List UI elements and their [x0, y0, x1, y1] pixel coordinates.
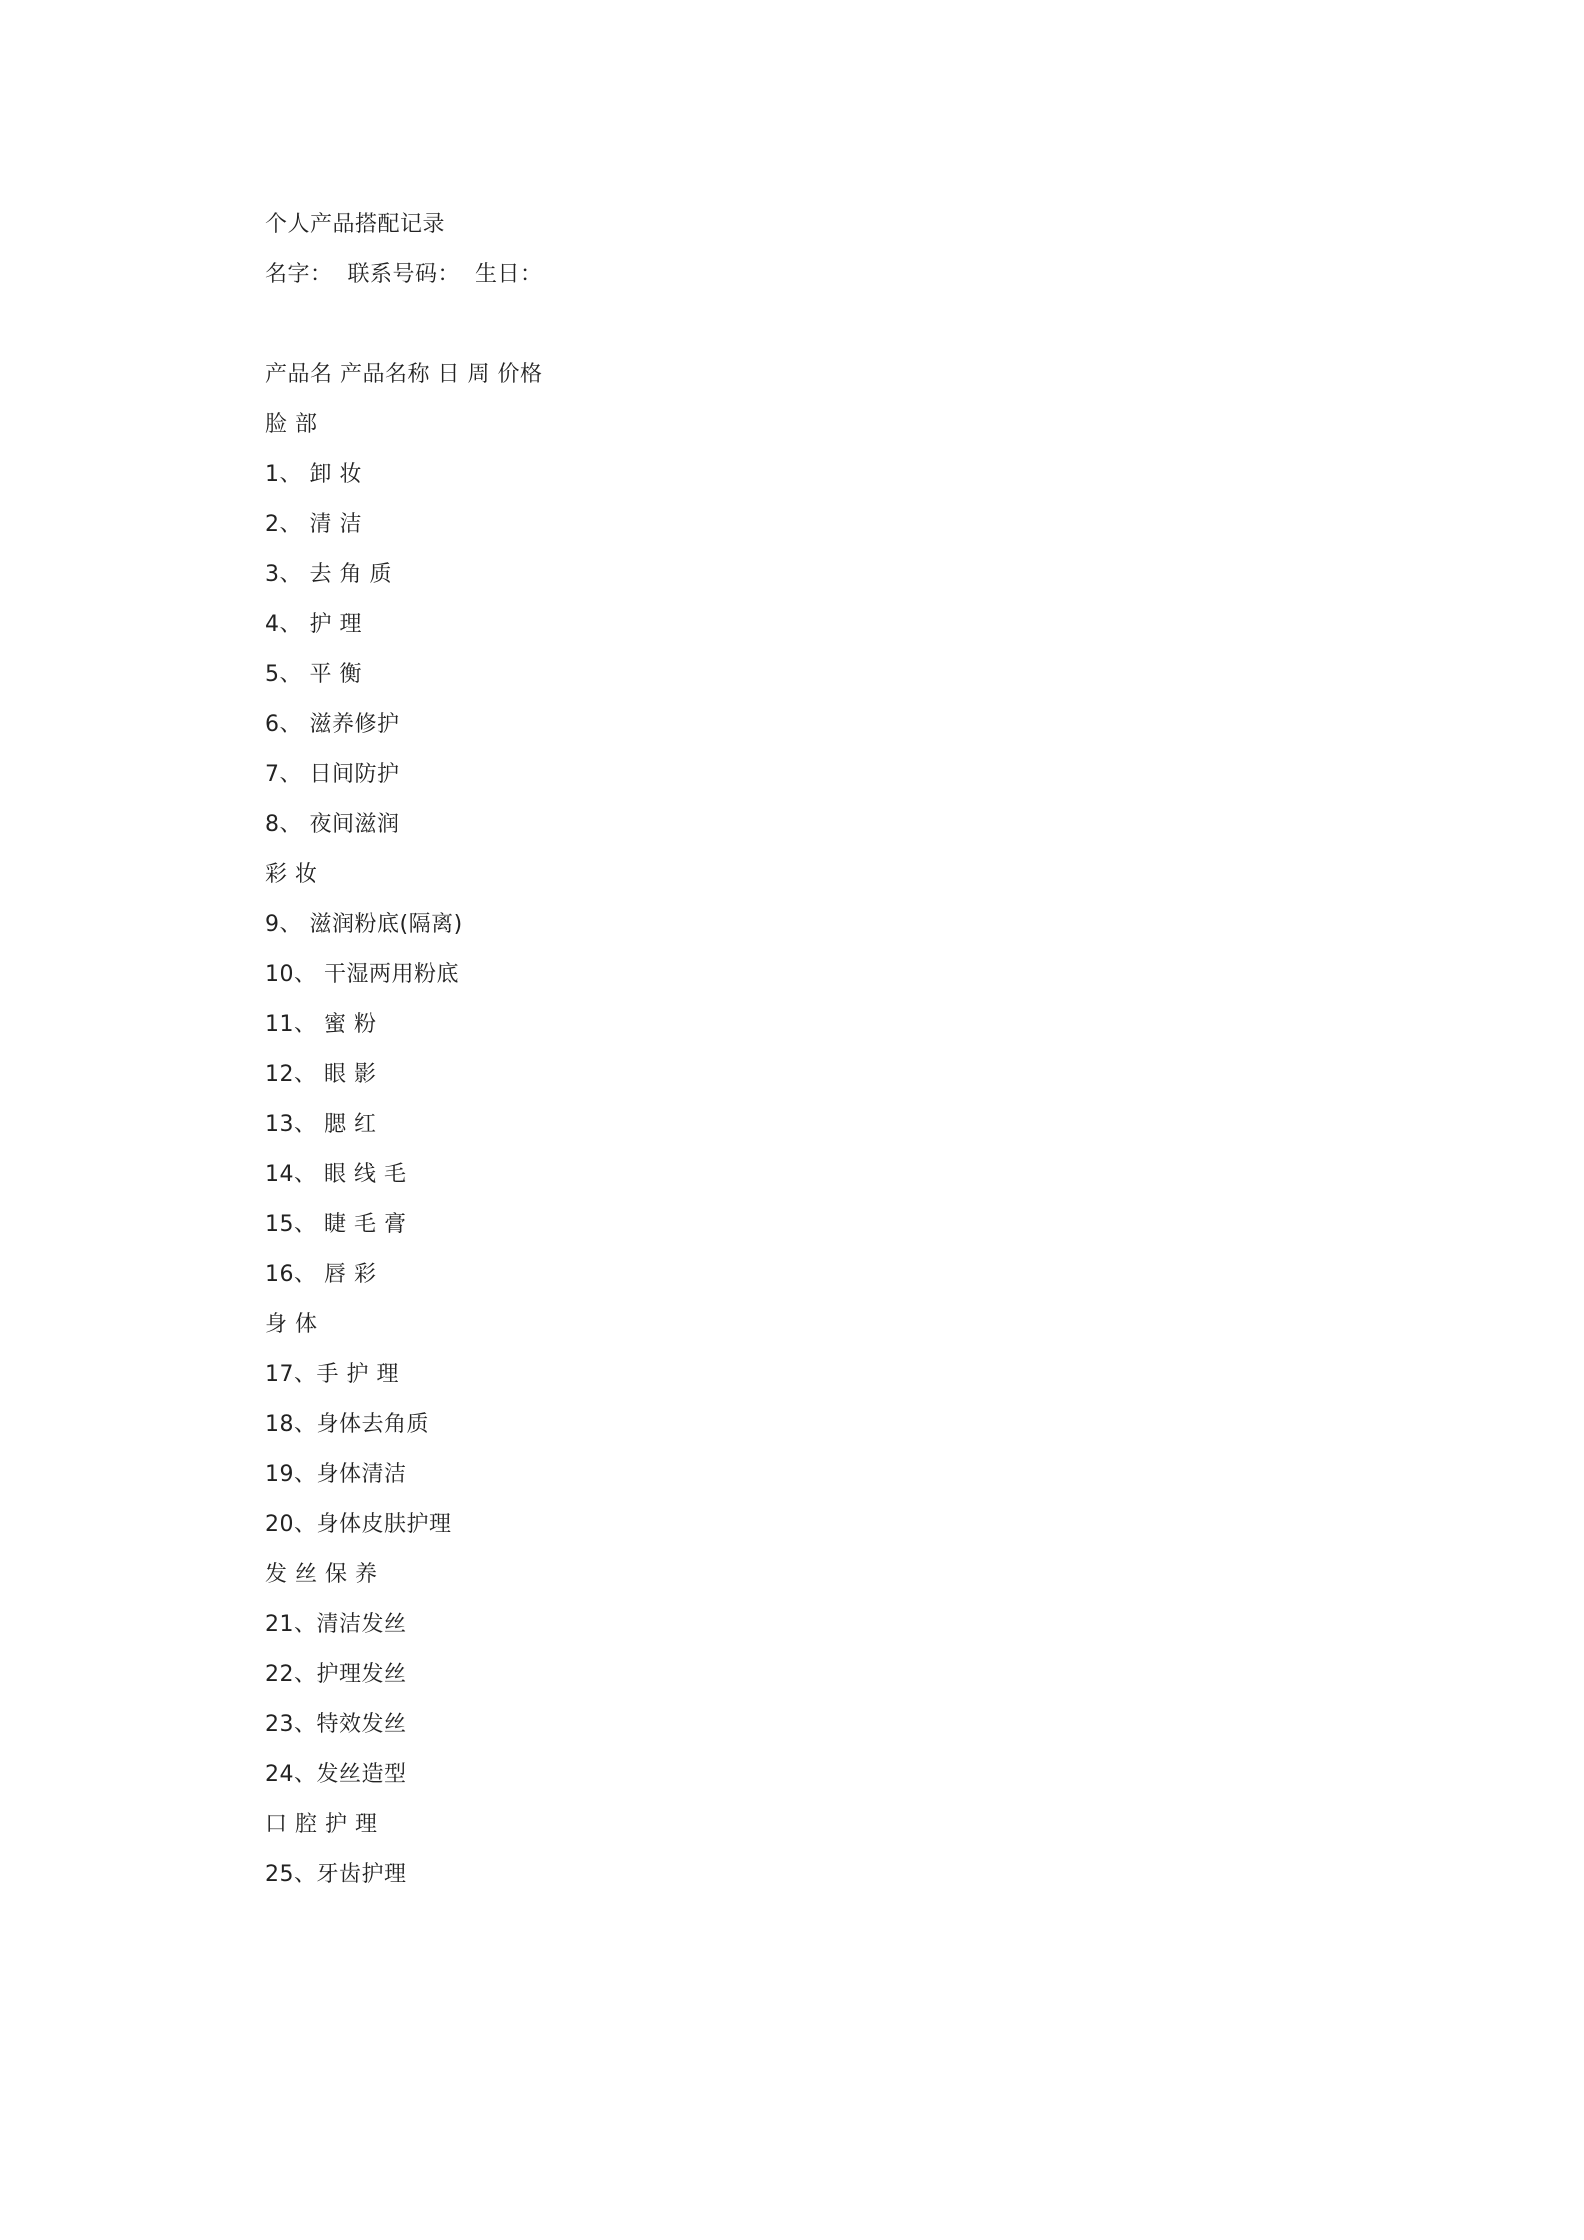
- table-header: 产品名 产品名称 日 周 价格: [265, 362, 543, 387]
- blank-line: [265, 308, 1165, 358]
- list-item: 9、 滋润粉底(隔离): [265, 912, 463, 937]
- list-item: 17、手 护 理: [265, 1362, 399, 1387]
- list-item: 4、 护 理: [265, 612, 362, 637]
- section-heading-hair-care: 发 丝 保 养: [265, 1562, 378, 1587]
- list-item: 7、 日间防护: [265, 762, 400, 787]
- list-item: 13、 腮 红: [265, 1112, 377, 1137]
- list-item: 11、 蜜 粉: [265, 1012, 377, 1037]
- document-content: [265, 208, 1165, 1908]
- list-item: 23、特效发丝: [265, 1712, 407, 1737]
- list-item: 21、清洁发丝: [265, 1612, 407, 1637]
- section-heading-oral-care: 口 腔 护 理: [265, 1812, 378, 1837]
- list-item: 19、身体清洁: [265, 1462, 407, 1487]
- list-item: 18、身体去角质: [265, 1412, 429, 1437]
- list-item: 12、 眼 影: [265, 1062, 377, 1087]
- section-heading-body: 身 体: [265, 1312, 318, 1337]
- list-item: 6、 滋养修护: [265, 712, 400, 737]
- list-item: 5、 平 衡: [265, 662, 362, 687]
- list-item: 1、 卸 妆: [265, 462, 362, 487]
- list-item: 16、 唇 彩: [265, 1262, 377, 1287]
- list-item: 8、 夜间滋润: [265, 812, 400, 837]
- list-item: 24、发丝造型: [265, 1762, 407, 1787]
- list-item: 25、牙齿护理: [265, 1862, 407, 1887]
- list-item: 3、 去 角 质: [265, 562, 392, 587]
- personal-info-line: 名字： 联系号码： 生日：: [265, 262, 543, 287]
- document-title: 个人产品搭配记录: [265, 212, 446, 237]
- section-heading-face: 脸 部: [265, 412, 318, 437]
- list-item: 20、身体皮肤护理: [265, 1512, 452, 1537]
- list-item: 15、 睫 毛 膏: [265, 1212, 407, 1237]
- section-heading-makeup: 彩 妆: [265, 862, 318, 887]
- list-item: 10、 干湿两用粉底: [265, 962, 459, 987]
- list-item: 2、 清 洁: [265, 512, 362, 537]
- list-item: 14、 眼 线 毛: [265, 1162, 407, 1187]
- list-item: 22、护理发丝: [265, 1662, 407, 1687]
